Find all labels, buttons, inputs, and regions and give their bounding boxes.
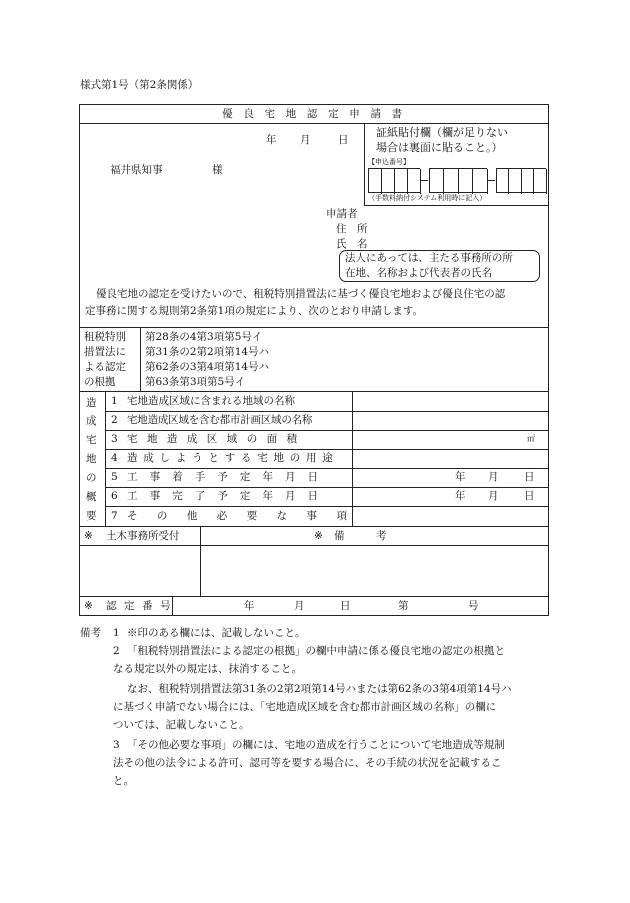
cert-go: 号	[468, 600, 479, 612]
note-2-line4: に基づく申請でない場合には、「宅地造成区域を含む都市計画区域の名称」の欄に	[113, 701, 497, 713]
overview-side-1: 造	[86, 397, 97, 409]
overview-row-2-value[interactable]	[353, 412, 548, 429]
note-1-text: ※印のある欄には、記載しないこと。	[127, 627, 306, 639]
cert-label: 認 定 番 号	[106, 600, 173, 612]
basis-label-line3: よる認定	[84, 361, 126, 373]
end-date-year: 年	[455, 490, 466, 502]
overview-row-label: 造成しようとする宅地の用途	[127, 452, 339, 464]
stamp-note-line1: 証紙貼付欄（欄が足りない	[376, 126, 508, 139]
basis-item-1[interactable]: 第28条の4第3項第5号イ	[145, 331, 263, 343]
overview-row-label: 宅地造成区域に含まれる地域の名称	[127, 395, 295, 407]
applicant-note-line2: 在地、名称および代表者の氏名	[345, 267, 492, 279]
overview-row-no: 3	[111, 433, 118, 445]
overview-side-3: 宅	[86, 434, 97, 446]
note-2-line3: なお、租税特別措置法第31条の2第2項第14号ハまたは第62条の3第4項第14号ハ	[127, 683, 512, 695]
end-date-day: 日	[524, 490, 535, 502]
basis-item-4[interactable]: 第63条第3項第5号イ	[145, 376, 246, 388]
overview-row-no: 1	[111, 395, 118, 407]
basis-item-2[interactable]: 第31条の2第2項第14号ハ	[145, 346, 270, 358]
basis-label-line1: 租税特別	[84, 331, 126, 343]
note-2-line2: なる規定以外の規定は、抹消すること。	[113, 663, 302, 675]
body-text-line2: 定事務に関する規則第2条第1項の規定により、次のとおり申請します。	[85, 305, 424, 317]
overview-row-no: 6	[111, 490, 118, 502]
note-2-line1: 「租税特別措置法による認定の根拠」の欄中申請に係る優良宅地の認定の根拠と	[127, 645, 505, 657]
overview-row-3-value[interactable]	[353, 431, 523, 448]
area-unit: ㎡	[527, 434, 535, 443]
remarks-label: 備 考	[334, 530, 387, 542]
basis-label-line4: の根拠	[84, 376, 116, 388]
note-2-line5: ついては、記載しないこと。	[113, 719, 250, 731]
cert-month: 月	[294, 600, 305, 612]
cert-year: 年	[244, 600, 255, 612]
applicant-address-label: 住 所	[336, 223, 368, 235]
overview-row-label: 宅地造成区域を含む都市計画区域の名称	[127, 414, 313, 426]
date-day: 日	[338, 134, 349, 146]
start-date-month: 月	[488, 471, 499, 483]
addressee-honorific: 様	[212, 164, 223, 176]
overview-row-7-value[interactable]	[353, 507, 548, 525]
note-1-number: 1	[113, 627, 120, 639]
remarks-mark: ※	[314, 530, 323, 542]
applicant-label: 申請者	[326, 208, 358, 220]
note-3-line2: 法その他の法令による許可、認可等を要する場合に、その手続の状況を記載するこ	[113, 757, 502, 769]
addressee: 福井県知事	[110, 164, 163, 176]
note-3-line1: 「その他必要な事項」の欄には、宅地の造成を行うことについて宅地造成等規制	[127, 739, 505, 751]
cert-mark: ※	[84, 600, 93, 612]
overview-side-2: 成	[86, 415, 97, 427]
cert-day: 日	[340, 600, 351, 612]
notes-heading: 備考	[80, 627, 101, 639]
form-title: 優 良 宅 地 認 定 申 請 書	[222, 108, 406, 120]
applicant-note-line1: 法人にあっては、主たる事務所の所	[345, 252, 513, 264]
note-2-number: 2	[113, 645, 120, 657]
date-year: 年	[266, 134, 277, 146]
body-text-line1: 優良宅地の認定を受けたいので、租税特別措置法に基づく優良宅地および優良住宅の認	[96, 288, 506, 300]
date-month: 月	[300, 134, 311, 146]
overview-row-no: 7	[111, 510, 118, 522]
overview-row-label: 工事着手予定年月日	[127, 471, 331, 483]
note-3-number: 3	[113, 739, 120, 751]
basis-item-3[interactable]: 第62条の3第4項第14号ハ	[145, 361, 270, 373]
office-label: 土木事務所受付	[106, 530, 180, 542]
cert-dai: 第	[398, 600, 409, 612]
overview-row-label: その他必要な事項	[127, 510, 367, 522]
overview-side-6: 概	[86, 491, 97, 503]
basis-label-line2: 措置法に	[84, 346, 126, 358]
overview-row-4-value[interactable]	[353, 450, 548, 467]
overview-row-no: 2	[111, 414, 118, 426]
overview-row-label: 宅地造成区域の面積	[127, 433, 307, 445]
stamp-note-line2: 場合は裏面に貼ること。）	[376, 141, 503, 154]
overview-side-4: 地	[86, 453, 97, 465]
form-number: 様式第1号（第2条関係）	[80, 79, 199, 91]
application-number-label: 【申込番号】	[368, 158, 410, 166]
overview-row-no: 5	[111, 471, 118, 483]
overview-row-no: 4	[111, 452, 118, 464]
application-number-note: （手数料納付システム利用時に記入）	[368, 194, 487, 202]
end-date-month: 月	[488, 490, 499, 502]
note-3-line3: と。	[113, 775, 134, 787]
overview-side-7: 要	[86, 510, 97, 522]
overview-row-1-value[interactable]	[353, 392, 548, 410]
overview-row-label: 工事完了予定年月日	[127, 490, 331, 502]
start-date-year: 年	[455, 471, 466, 483]
applicant-name-label: 氏 名	[336, 238, 368, 250]
overview-side-5: の	[86, 472, 97, 484]
office-mark: ※	[84, 530, 93, 542]
start-date-day: 日	[524, 471, 535, 483]
